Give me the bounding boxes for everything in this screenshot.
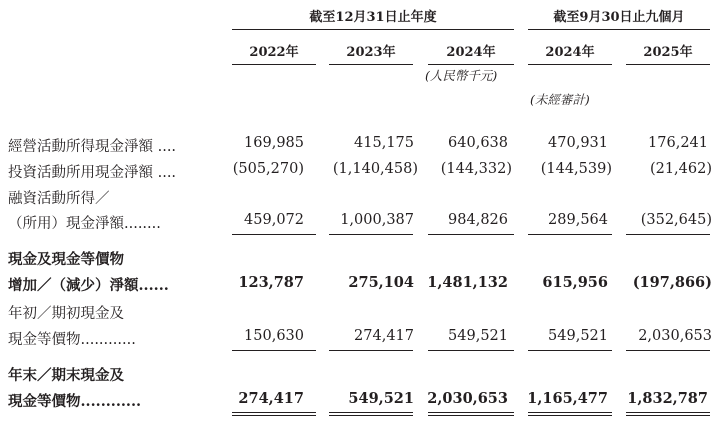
cell-investing-2023: (1,140,458) <box>332 161 418 177</box>
subtotal-underline <box>428 234 514 235</box>
total-double-underline <box>428 412 514 413</box>
row-label-net-change-line1: 現金及現金等價物 <box>8 251 124 268</box>
row-label-financing-line2: （所用）現金淨額........ <box>8 216 161 232</box>
total-double-underline <box>329 412 413 413</box>
year-header-2025-nine-months: 2025年 <box>643 45 693 60</box>
cell-operating-2022: 169,985 <box>244 135 304 151</box>
cell-beginning-2024: 549,521 <box>448 328 508 344</box>
cell-financing-2022: 459,072 <box>244 212 304 228</box>
cell-beginning-2022: 150,630 <box>244 328 304 344</box>
row-label-beginning-line1: 年初／期初現金及 <box>8 306 124 322</box>
cell-beginning-2025-9m: 2,030,653 <box>638 328 712 344</box>
total-double-underline <box>626 412 710 413</box>
cell-net-change-2023: 275,104 <box>348 274 414 291</box>
year-header-2024-nine-months: 2024年 <box>545 45 595 60</box>
cell-ending-2023: 549,521 <box>348 390 414 407</box>
year-underline <box>232 64 316 65</box>
header-group-nine-months-underline <box>528 29 710 30</box>
year-underline <box>329 64 413 65</box>
cell-operating-2023: 415,175 <box>354 135 414 151</box>
cell-financing-2023: 1,000,387 <box>340 212 414 228</box>
total-double-underline <box>428 415 514 416</box>
cell-net-change-2024: 1,481,132 <box>427 274 508 291</box>
year-header-2024-annual: 2024年 <box>446 45 496 60</box>
row-label-financing-line1: 融資活動所得／ <box>8 191 110 207</box>
cell-ending-2024-9m: 1,165,477 <box>527 390 608 407</box>
cell-operating-2025-9m: 176,241 <box>648 135 708 151</box>
cell-investing-2024-9m: (144,539) <box>540 161 612 177</box>
cell-ending-2024: 2,030,653 <box>427 390 508 407</box>
unit-note: (人民幣千元) <box>425 68 498 83</box>
header-group-year-ended-underline <box>232 29 514 30</box>
subtotal-underline <box>428 350 514 351</box>
cell-beginning-2023: 274,417 <box>354 328 414 344</box>
total-double-underline <box>626 415 710 416</box>
row-label-ending-line2: 現金等價物............ <box>8 393 142 410</box>
unaudited-note: (未經審計) <box>530 92 590 107</box>
cell-operating-2024-9m: 470,931 <box>548 135 608 151</box>
row-label-operating: 經營活動所得現金淨額 .... <box>8 139 177 155</box>
total-double-underline <box>329 415 413 416</box>
subtotal-underline <box>232 234 316 235</box>
subtotal-underline <box>232 350 316 351</box>
header-group-nine-months: 截至9月30日止九個月 <box>553 10 685 25</box>
subtotal-underline <box>329 350 413 351</box>
cell-investing-2022: (505,270) <box>232 161 304 177</box>
total-double-underline <box>232 412 316 413</box>
cell-net-change-2025-9m: (197,866) <box>632 274 712 291</box>
cell-net-change-2022: 123,787 <box>238 274 304 291</box>
row-label-investing: 投資活動所用現金淨額 .... <box>8 165 177 181</box>
total-double-underline <box>528 412 612 413</box>
row-label-beginning-line2: 現金等價物............ <box>8 332 136 348</box>
year-header-2022: 2022年 <box>249 45 299 60</box>
year-underline <box>428 64 514 65</box>
year-header-2023: 2023年 <box>346 45 396 60</box>
cell-ending-2025-9m: 1,832,787 <box>627 390 708 407</box>
subtotal-underline <box>626 234 710 235</box>
header-group-year-ended: 截至12月31日止年度 <box>309 10 437 25</box>
subtotal-underline <box>329 234 413 235</box>
cell-financing-2025-9m: (352,645) <box>640 212 712 228</box>
cell-investing-2025-9m: (21,462) <box>649 161 712 177</box>
year-underline <box>528 64 612 65</box>
subtotal-underline <box>626 350 710 351</box>
total-double-underline <box>528 415 612 416</box>
cell-beginning-2024-9m: 549,521 <box>548 328 608 344</box>
cell-financing-2024: 984,826 <box>448 212 508 228</box>
row-label-ending-line1: 年末／期末現金及 <box>8 367 124 384</box>
cell-investing-2024: (144,332) <box>440 161 512 177</box>
total-double-underline <box>232 415 316 416</box>
cell-ending-2022: 274,417 <box>238 390 304 407</box>
year-underline <box>626 64 710 65</box>
cell-financing-2024-9m: 289,564 <box>548 212 608 228</box>
subtotal-underline <box>528 350 612 351</box>
row-label-net-change-line2: 增加／（減少）淨額...... <box>8 277 169 294</box>
subtotal-underline <box>528 234 612 235</box>
cell-operating-2024: 640,638 <box>448 135 508 151</box>
cell-net-change-2024-9m: 615,956 <box>542 274 608 291</box>
